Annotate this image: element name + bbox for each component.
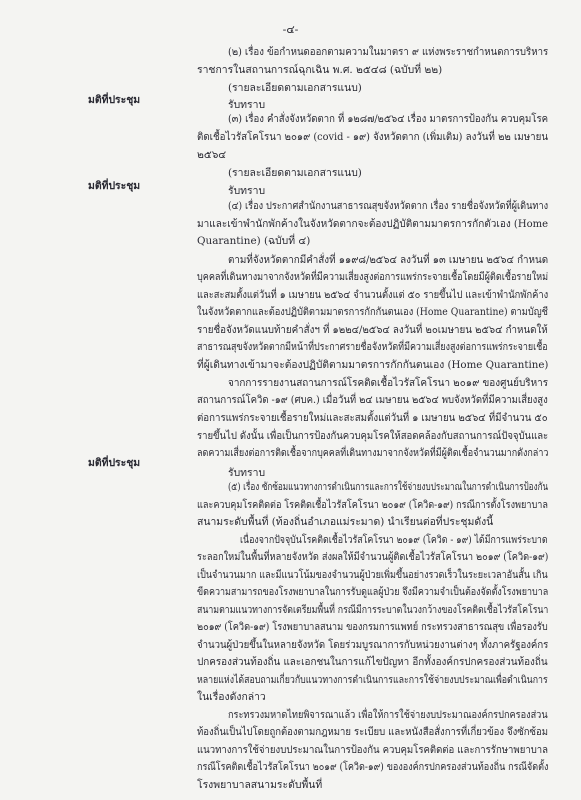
item3-line1: (๓) เรื่อง คำสั่งจังหวัดตาก ที่ ๑๒๘๗/๒๕๖๔ เรื่อง มาตรการป้องกัน ควบคุมโรค [228, 113, 549, 126]
item2-attach-note: (รายละเอียดตามเอกสารแนบ) [228, 81, 362, 94]
para3-line5: สนามตามแนวทางการจัดเตรียมพื้นที่ กรณีมีการระบาดในวงกว้างของโรคติดเชื้อไวรัสโคโรนา [197, 603, 549, 616]
item2-line2: ราชการในสถานการณ์ฉุกเฉิน พ.ศ. ๒๕๔๘ (ฉบับที่ ๒๒) [197, 64, 443, 77]
item4-line2: มาและเข้าพำนักพักค้างในจังหวัดตากจะต้องปฏิบัติตามมาตรการกักตัวเอง (Home [197, 217, 549, 230]
para3-line10: ในเรื่องดังกล่าว [197, 691, 266, 704]
para2-line3: ต่อการแพร่กระจายเชื้อรายใหม่และสะสมตั้งแต่วันที่ ๑ เมษายน ๒๕๖๔ ที่มีจำนวน ๕๐ [197, 411, 548, 424]
para2-line1: จากการรายงานสถานการณ์โรคติดเชื้อไวรัสโคโรนา ๒๐๑๙ ของศูนย์บริหาร [228, 376, 549, 389]
para1-line4: ในจังหวัดตากและต้องปฏิบัติตามมาตรการกักกันตนเอง (Home Quarantine) ตามบัญชี [197, 306, 548, 319]
para1-line1: ตามที่จังหวัดตากมีคำสั่งที่ ๑๑๙๘/๒๕๖๔ ลงวันที่ ๑๓ เมษายน ๒๕๖๔ กำหนด [228, 253, 549, 266]
resolution-ack-1: รับทราบ [228, 98, 266, 111]
para4-line4: กรณีโรคติดเชื้อไวรัสโคโรนา ๒๐๑๙ (โควิด-๑๙) ขององค์กรปกครองส่วนท้องถิ่น กรณีจัดตั้ง [197, 761, 549, 774]
para1-line2: บุคคลที่เดินทางมาจากจังหวัดที่มีความเสี่ยงสูงต่อการแพร่กระจายเชื้อโดยมีผู้ติดเชื้อรายใหม่ [197, 271, 549, 284]
resolution-ack-2: รับทราบ [228, 184, 266, 197]
item3-line3: ๒๕๖๔ [197, 149, 227, 162]
para1-line6: สาธารณสุขจังหวัดตากมีหน้าที่ประกาศรายชื่อจังหวัดที่มีความเสี่ยงสูงต่อการแพร่กระจายเชื้อ [197, 341, 548, 354]
item5-line3: สนามระดับพื้นที่ (ท้องถิ่นอำเภอแม่ระมาด) นำเรียนต่อที่ประชุมดังนี้ [197, 516, 494, 529]
para4-line5: โรงพยาบาลสนามระดับพื้นที่ [197, 779, 323, 791]
para4-line3: แนวทางการใช้จ่ายงบประมาณในการป้องกัน ควบคุมโรคติดต่อ และการรักษาพยาบาล [197, 743, 549, 756]
para3-line7: จำนวนผู้ป่วยขึ้นในหลายจังหวัด โดยร่วมบูรณาการกับหน่วยงานต่างๆ ทั้งภาครัฐองค์กร [197, 638, 549, 651]
item5-line2: และควบคุมโรคติดต่อ โรคติดเชื้อไวรัสโคโรนา ๒๐๑๙ (โควิด-๑๙) กรณีการตั้งโรงพยาบาล [197, 498, 548, 511]
item5-line1: (๕) เรื่อง ซักซ้อมแนวทางการดำเนินการและการใช้จ่ายงบประมาณในการดำเนินการป้องกัน [228, 481, 549, 494]
para4-line1: กระทรวงมหาดไทยพิจารณาแล้ว เพื่อให้การใช้จ่ายงบประมาณองค์กรปกครองส่วน [228, 708, 548, 721]
para3-line9: หลายแห่งได้สอบถามเกี่ยวกับแนวทางการดำเนินการและการใช้จ่ายงบประมาณเพื่อดำเนินการ [197, 673, 548, 686]
item4-line3: Quarantine) (ฉบับที่ ๔) [197, 235, 311, 248]
resolution-ack-3: รับทราบ [228, 466, 266, 479]
page-number: -๔- [282, 23, 299, 36]
para2-line4: รายขึ้นไป ดังนั้น เพื่อเป็นการป้องกันควบคุมโรคให้สอดคล้องกับสถานการณ์ปัจจุบันและ [197, 429, 549, 442]
para3-line1: เนื่องจากปัจจุบันโรคติดเชื้อไวรัสโคโรนา ๒๐๑๙ (โควิด - ๑๙) ได้มีการแพร่ระบาด [240, 533, 548, 546]
resolution-label-1: มติที่ประชุม [88, 93, 141, 106]
para2-line5: ลดความเสี่ยงต่อการติดเชื้อจากบุคคลที่เดินทางมาจากจังหวัดที่มีผู้ติดเชื้อจำนวนมากดังกล่าว [197, 447, 549, 460]
resolution-label-2: มติที่ประชุม [88, 179, 141, 192]
item3-attach-note: (รายละเอียดตามเอกสารแนบ) [228, 166, 362, 179]
item3-line2: ติดเชื้อไวรัสโคโรนา ๒๐๑๙ (covid - ๑๙) จังหวัดตาก (เพิ่มเติม) ลงวันที่ ๒๒ เมษายน [197, 130, 548, 143]
para3-line6: ๒๐๑๙ (โควิด-๑๙) โรงพยาบาลสนาม ของกรมการแพทย์ กระทรวงสาธารณสุข เพื่อรองรับ [197, 621, 548, 634]
para3-line4: ขีดความสามารถของโรงพยาบาลในการรับดูแลผู้ป่วย จึงมีความจำเป็นต้องจัดตั้งโรงพยาบาล [197, 586, 549, 599]
para2-line2: สถานการณ์โควิด -๑๙ (ศบค.) เมื่อวันที่ ๒๔ เมษายน ๒๕๖๔ พบจังหวัดที่มีความเสี่ยงสูง [197, 394, 548, 407]
para1-line3: และสะสมตั้งแต่วันที่ ๑ เมษายน ๒๕๖๔ จำนวนตั้งแต่ ๕๐ รายขึ้นไป และเข้าพำนักพักค้าง [197, 288, 549, 301]
item2-line1: (๒) เรื่อง ข้อกำหนดออกตามความในมาตรา ๙ แห่งพระราชกำหนดการบริหาร [228, 45, 549, 58]
para1-line7: ที่ผู้เดินทางเข้ามาจะต้องปฏิบัติตามมาตรการกักกันตนเอง (Home Quarantine) [197, 358, 549, 371]
para4-line2: ท้องถิ่นเป็นไปโดยถูกต้องตามกฎหมาย ระเบียบ และหนังสือสั่งการที่เกี่ยวข้อง จึงซักซ้อม [197, 726, 548, 739]
resolution-label-3: มติที่ประชุม [88, 456, 141, 469]
item4-line1: (๔) เรื่อง ประกาศสำนักงานสาธารณสุขจังหวัดตาก เรื่อง รายชื่อจังหวัดที่ผู้เดินทาง [228, 200, 549, 213]
para3-line2: ระลอกใหม่ในพื้นที่หลายจังหวัด ส่งผลให้มีจำนวนผู้ติดเชื้อไวรัสโคโรนา ๒๐๑๙ (โควิด-๑๙) [197, 551, 549, 564]
para1-line5: รายชื่อจังหวัดแนบท้ายคำสั่งฯ ที่ ๑๒๒๔/๒๕๖๔ ลงวันที่ ๒๐เมษายน ๒๕๖๔ กำหนดให้ [197, 323, 548, 336]
para3-line8: ปกครองส่วนท้องถิ่น และเอกชนในการแก้ไขปัญหา อีกทั้งองค์กรปกครองส่วนท้องถิ่น [197, 656, 548, 669]
para3-line3: เป็นจำนวนมาก และมีแนวโน้มของจำนวนผู้ป่วยเพิ่มขึ้นอย่างรวดเร็วในระยะเวลาอันสั้น เกิน [197, 568, 548, 581]
